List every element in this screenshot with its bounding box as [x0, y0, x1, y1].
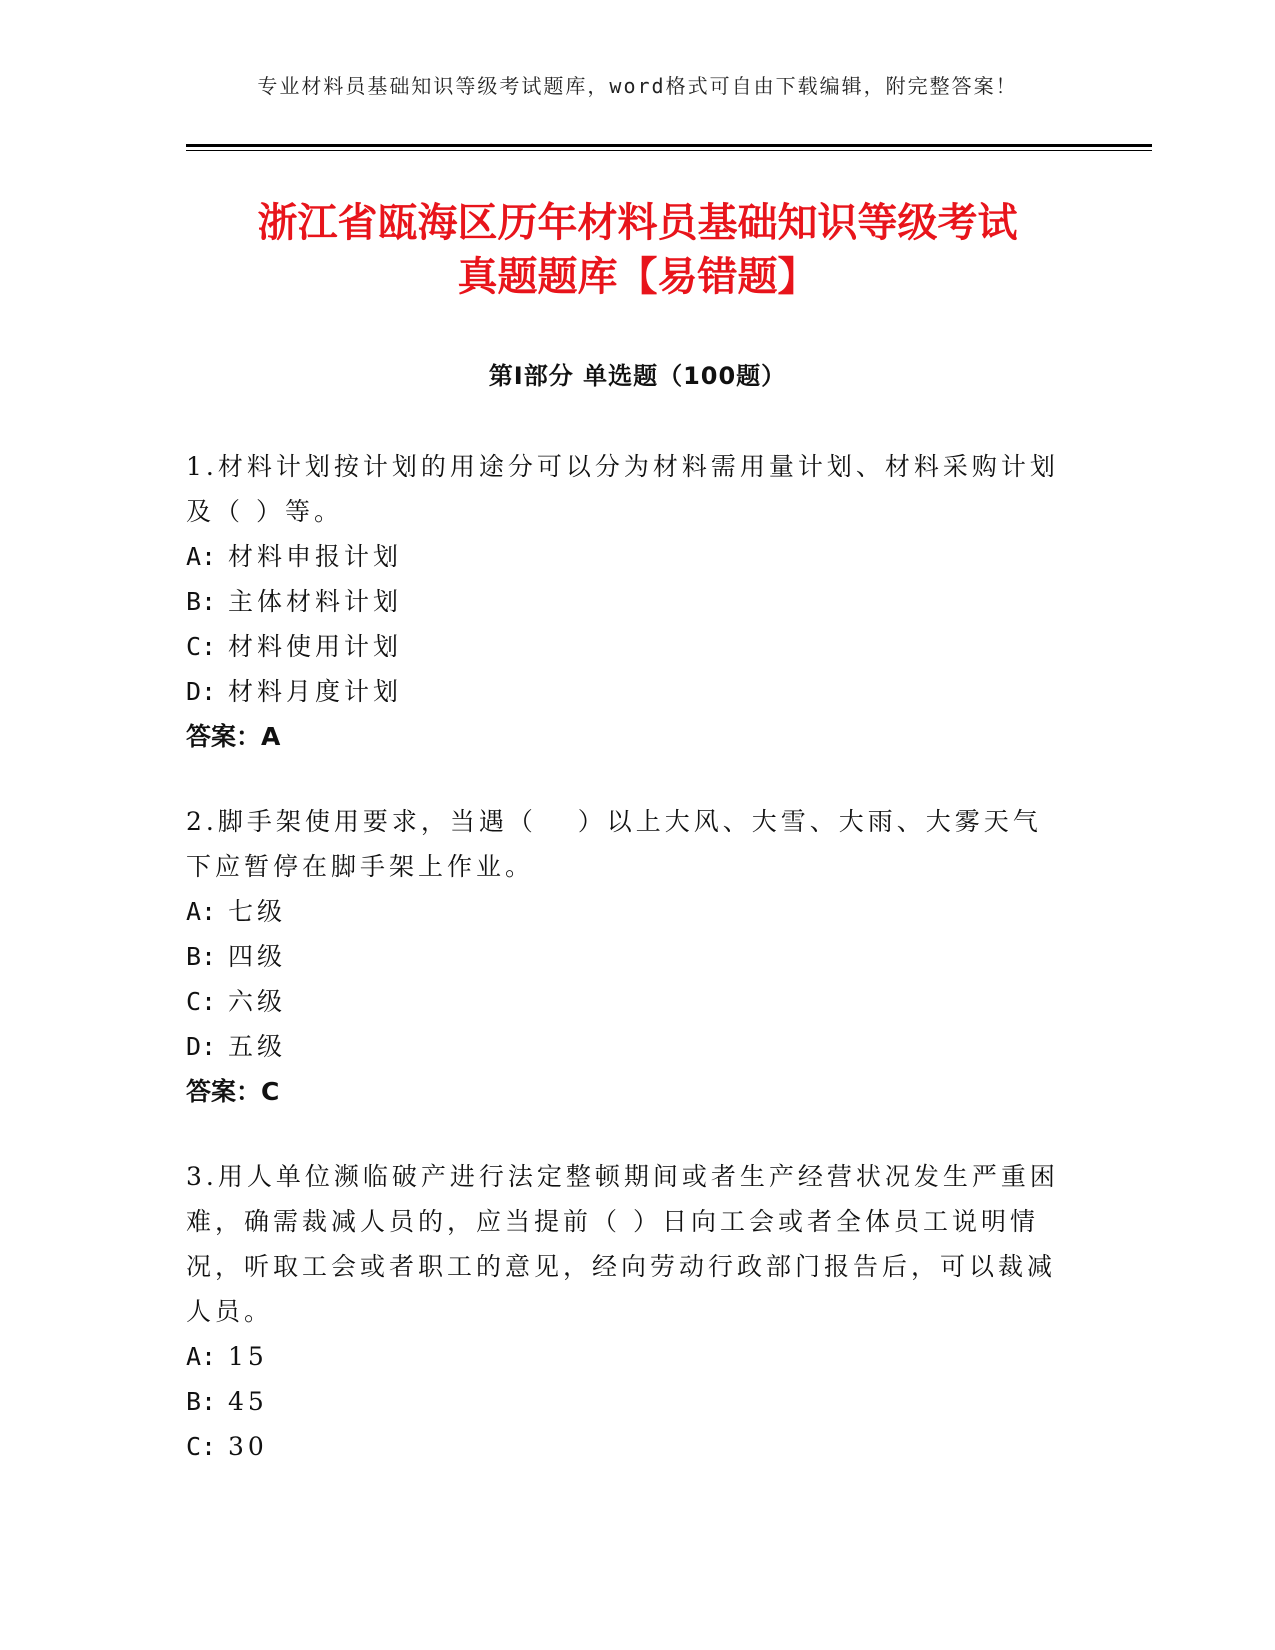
question-3	[186, 1154, 1066, 1469]
option-text: 四级	[228, 942, 287, 971]
question-list	[186, 444, 1066, 1509]
question-stem: 1.材料计划按计划的用途分可以分为材料需用量计划、材料采购计划及（ ）等。	[186, 452, 1059, 526]
document-title-line-2: 真题题库【易错题】	[457, 254, 818, 300]
header-rule-thick	[186, 144, 1152, 147]
option-text: 15	[228, 1342, 268, 1371]
answer-line	[186, 1069, 1066, 1114]
option-key: A:	[186, 897, 217, 926]
option-c	[186, 1424, 1066, 1469]
option-a	[186, 534, 1066, 579]
option-text: 七级	[228, 897, 287, 926]
option-c	[186, 979, 1066, 1024]
question-stem: 3.用人单位濒临破产进行法定整顿期间或者生产经营状况发生严重困难，确需裁减人员的，应当提前（ ）日向工会或者全体员工说明情况，听取工会或者职工的意见，经向劳动行政部门报告后，可以裁减人员。	[186, 1162, 1059, 1326]
header-note: 专业材料员基础知识等级考试题库，word格式可自由下载编辑，附完整答案！	[257, 74, 1018, 98]
option-c	[186, 624, 1066, 669]
option-key: A:	[186, 1342, 217, 1371]
option-key: C:	[186, 1432, 217, 1461]
option-text: 五级	[228, 1032, 287, 1061]
option-text: 45	[228, 1387, 268, 1416]
option-key: D:	[186, 1032, 217, 1061]
option-text: 30	[228, 1432, 268, 1461]
answer-value: A	[261, 722, 281, 751]
option-b	[186, 1379, 1066, 1424]
answer-line	[186, 714, 1066, 759]
option-text: 六级	[228, 987, 287, 1016]
option-key: A:	[186, 542, 217, 571]
question-1	[186, 444, 1066, 759]
answer-prefix: 答案：	[186, 1077, 262, 1106]
option-text: 材料申报计划	[228, 542, 403, 571]
option-key: B:	[186, 587, 217, 616]
document-title	[186, 196, 1089, 304]
header-rule-thin	[186, 150, 1152, 151]
option-b	[186, 934, 1066, 979]
option-d	[186, 669, 1066, 714]
option-text: 主体材料计划	[228, 587, 403, 616]
option-key: B:	[186, 1387, 217, 1416]
option-d	[186, 1024, 1066, 1069]
option-key: D:	[186, 677, 217, 706]
question-stem: 2.脚手架使用要求，当遇（ ）以上大风、大雪、大雨、大雾天气下应暂停在脚手架上作业。	[186, 807, 1042, 881]
question-2	[186, 799, 1066, 1114]
answer-prefix: 答案：	[186, 722, 262, 751]
option-key: B:	[186, 942, 217, 971]
option-a	[186, 889, 1066, 934]
option-a	[186, 1334, 1066, 1379]
option-b	[186, 579, 1066, 624]
section-heading: 第Ⅰ部分 单选题（100题）	[488, 362, 787, 390]
option-key: C:	[186, 987, 217, 1016]
answer-value: C	[261, 1077, 280, 1106]
option-text: 材料使用计划	[228, 632, 403, 661]
option-key: C:	[186, 632, 217, 661]
document-title-line-1: 浙江省瓯海区历年材料员基础知识等级考试	[257, 200, 1018, 246]
option-text: 材料月度计划	[228, 677, 403, 706]
